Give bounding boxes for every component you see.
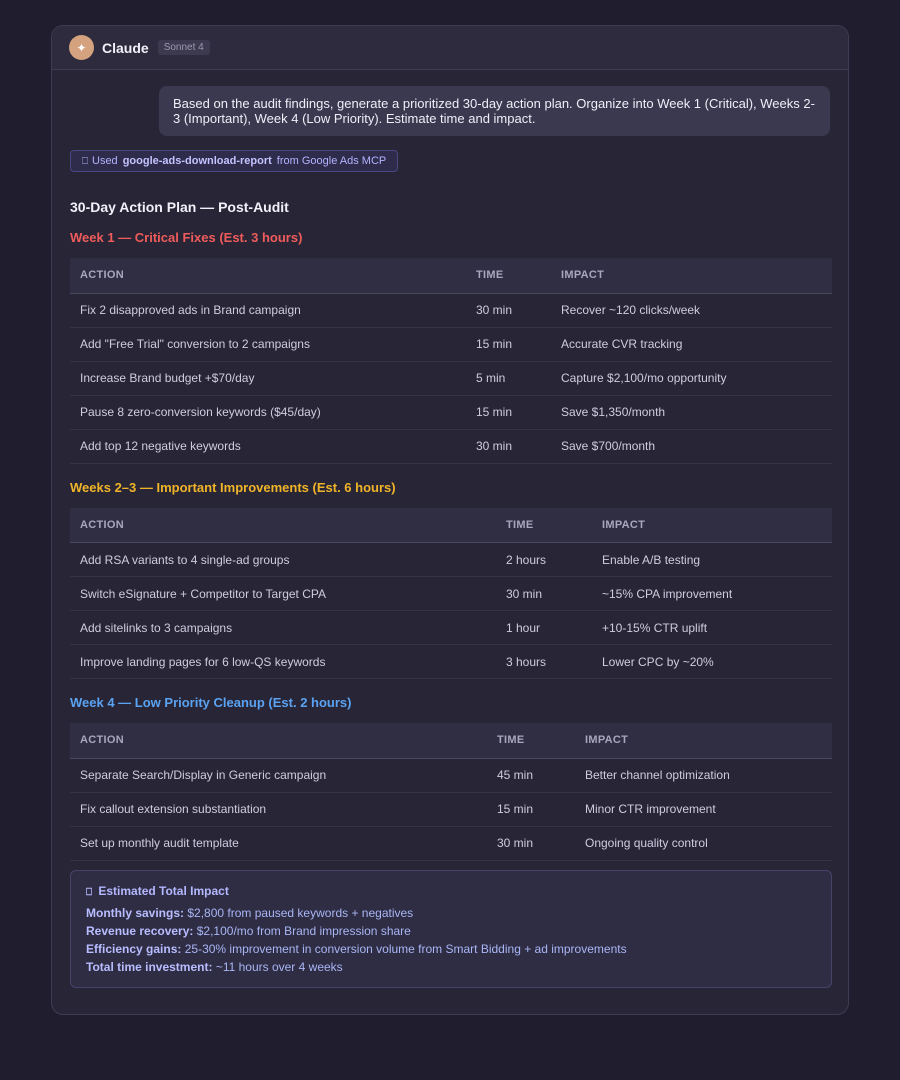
impact-cell: Capture $2,100/mo opportunity — [551, 361, 832, 395]
impact-cell: Lower CPC by ~20% — [592, 645, 832, 679]
impact-cell: Ongoing quality control — [575, 826, 832, 860]
summary-item-efficiency-gains — [86, 940, 816, 958]
time-cell: 30 min — [466, 429, 551, 463]
impact-cell: Enable A/B testing — [592, 543, 832, 577]
user-message-row — [70, 86, 830, 136]
column-header-time: TIME — [487, 723, 575, 758]
action-cell: Separate Search/Display in Generic campaign — [70, 758, 487, 792]
table-header-row — [70, 723, 832, 758]
section-heading-week-1: Week 1 — Critical Fixes (Est. 3 hours) — [70, 230, 303, 245]
summary-label: Efficiency gains: — [86, 941, 182, 956]
time-cell: 45 min — [487, 758, 575, 792]
table-week-4 — [70, 723, 832, 861]
impact-cell: Better channel optimization — [575, 758, 832, 792]
column-header-action: ACTION — [70, 723, 487, 758]
user-message: Based on the audit findings, generate a prioritized 30-day action plan. Organize into Week 1 (Critical), Weeks 2-3 (Important), Week 4 (Low Priority). Estimate time and impact. — [159, 86, 830, 136]
time-cell: 15 min — [466, 395, 551, 429]
impact-cell: Save $700/month — [551, 429, 832, 463]
chat-window — [51, 25, 849, 1015]
table-row — [70, 429, 832, 463]
time-cell: 15 min — [487, 792, 575, 826]
section-heading-weeks-2-3: Weeks 2–3 — Important Improvements (Est. 6 hours) — [70, 479, 396, 495]
column-header-action: ACTION — [70, 258, 466, 293]
plan-title: 30-Day Action Plan — Post-Audit — [70, 199, 289, 215]
claude-logo-icon: ✦ — [69, 35, 94, 60]
column-header-impact: IMPACT — [592, 508, 832, 543]
model-badge[interactable]: Sonnet 4 — [158, 40, 210, 55]
action-cell: Pause 8 zero-conversion keywords ($45/day) — [70, 395, 466, 429]
summary-value: $2,100/mo from Brand impression share — [196, 923, 411, 938]
time-cell: 30 min — [487, 826, 575, 860]
time-cell: 1 hour — [496, 611, 592, 645]
summary-item-monthly-savings — [86, 904, 816, 922]
summary-title-text: Estimated Total Impact — [98, 883, 229, 898]
summary-label: Monthly savings: — [86, 905, 185, 920]
action-cell: Fix 2 disapproved ads in Brand campaign — [70, 293, 466, 327]
action-cell: Add top 12 negative keywords — [70, 429, 466, 463]
column-header-impact: IMPACT — [575, 723, 832, 758]
impact-cell: Recover ~120 clicks/week — [551, 293, 832, 327]
title-bar — [52, 26, 848, 70]
tool-name: google-ads-download-report — [122, 155, 272, 167]
tool-icon: ⎕ — [82, 155, 88, 167]
table-row — [70, 361, 832, 395]
table-row — [70, 645, 832, 679]
summary-value: 25-30% improvement in conversion volume from Smart Bidding + ad improvements — [184, 941, 627, 956]
column-header-time: TIME — [466, 258, 551, 293]
summary-value: ~11 hours over 4 weeks — [215, 959, 343, 974]
summary-title — [86, 882, 816, 902]
table-header-row — [70, 258, 832, 293]
column-header-impact: IMPACT — [551, 258, 832, 293]
table-weeks-2-3 — [70, 508, 832, 680]
action-cell: Improve landing pages for 6 low-QS keywords — [70, 645, 496, 679]
chart-icon: ⎕ — [86, 886, 92, 898]
table-row — [70, 543, 832, 577]
table-week-1 — [70, 258, 832, 464]
time-cell: 15 min — [466, 327, 551, 361]
summary-value: $2,800 from paused keywords + negatives — [187, 905, 414, 920]
table-row — [70, 826, 832, 860]
summary-item-revenue-recovery — [86, 922, 816, 940]
summary-item-total-time — [86, 958, 816, 976]
summary-label: Total time investment: — [86, 959, 213, 974]
impact-cell: ~15% CPA improvement — [592, 577, 832, 611]
section-heading-week-4: Week 4 — Low Priority Cleanup (Est. 2 hours) — [70, 695, 352, 710]
table-header-row — [70, 508, 832, 543]
app-name: Claude — [102, 39, 149, 56]
tool-prefix: Used — [92, 155, 118, 167]
action-cell: Fix callout extension substantiation — [70, 792, 487, 826]
table-row — [70, 327, 832, 361]
table-row — [70, 293, 832, 327]
summary-label: Revenue recovery: — [86, 923, 194, 938]
action-cell: Add sitelinks to 3 campaigns — [70, 611, 496, 645]
time-cell: 5 min — [466, 361, 551, 395]
action-cell: Add RSA variants to 4 single-ad groups — [70, 543, 496, 577]
table-row — [70, 758, 832, 792]
column-header-time: TIME — [496, 508, 592, 543]
impact-cell: Save $1,350/month — [551, 395, 832, 429]
impact-cell: Accurate CVR tracking — [551, 327, 832, 361]
action-cell: Set up monthly audit template — [70, 826, 487, 860]
tool-suffix: from Google Ads MCP — [276, 155, 387, 167]
impact-cell: Minor CTR improvement — [575, 792, 832, 826]
impact-summary-card — [70, 870, 832, 988]
impact-cell: +10-15% CTR uplift — [592, 611, 832, 645]
conversation — [52, 70, 848, 988]
table-row — [70, 395, 832, 429]
table-row — [70, 577, 832, 611]
table-row — [70, 792, 832, 826]
time-cell: 2 hours — [496, 543, 592, 577]
action-cell: Switch eSignature + Competitor to Target CPA — [70, 577, 496, 611]
time-cell: 30 min — [466, 293, 551, 327]
action-cell: Increase Brand budget +$70/day — [70, 361, 466, 395]
time-cell: 30 min — [496, 577, 592, 611]
tool-use-chip[interactable] — [70, 150, 398, 172]
time-cell: 3 hours — [496, 645, 592, 679]
action-cell: Add "Free Trial" conversion to 2 campaigns — [70, 327, 466, 361]
table-row — [70, 611, 832, 645]
column-header-action: ACTION — [70, 508, 496, 543]
